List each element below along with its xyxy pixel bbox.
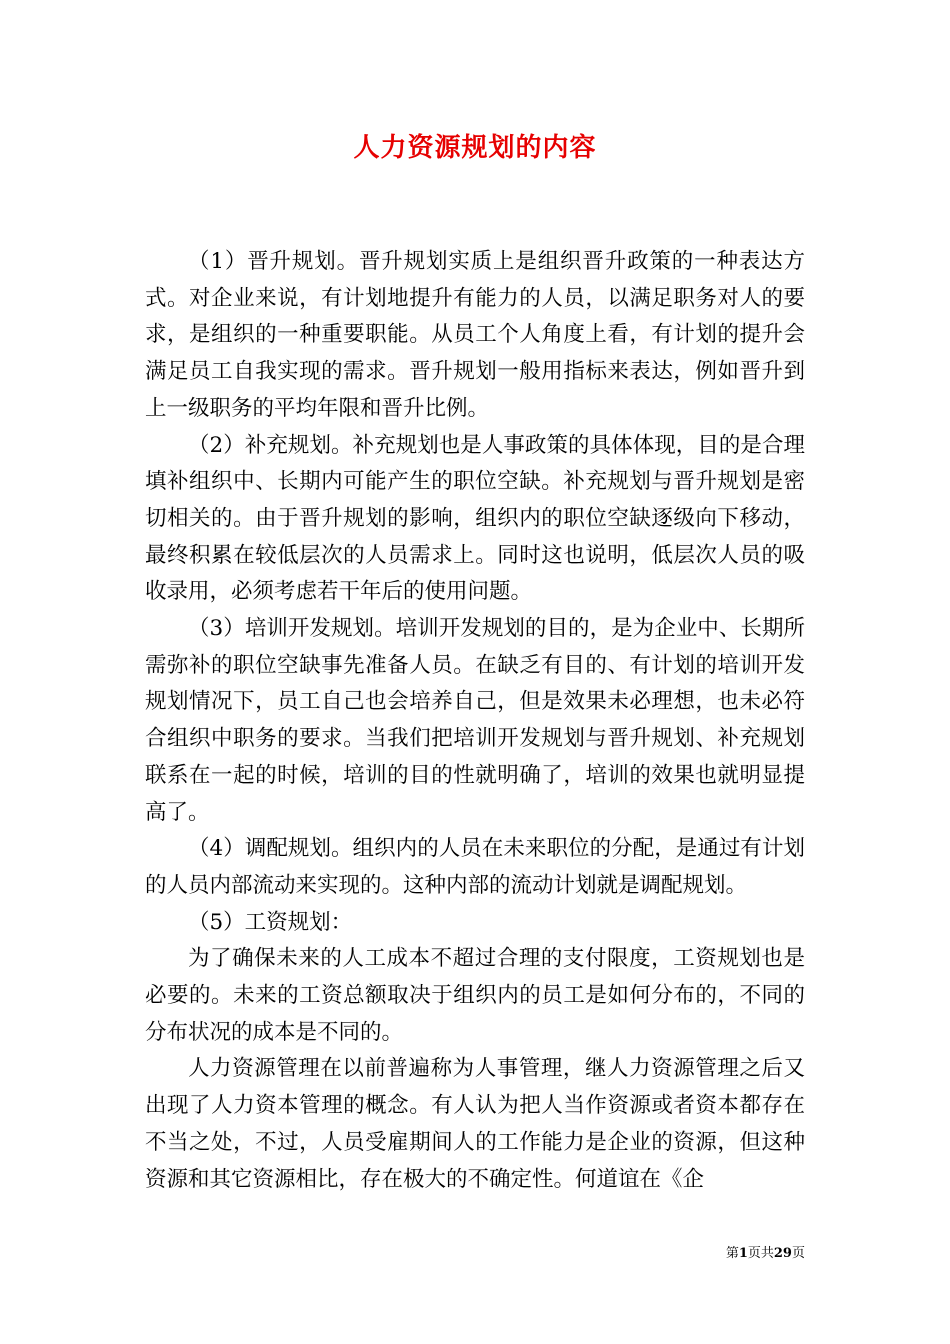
paragraph-promotion-plan: （1）晋升规划。晋升规划实质上是组织晋升政策的一种表达方式。对企业来说，有计划地提升有能力的人员，以满足职务对人的要求，是组织的一种重要职能。从员工个人角度上看，有计划的提升会满足员工自我实现的需求。晋升规划一般用指标来表达，例如晋升到上一级职务的平均年限和晋升比例。	[145, 249, 805, 421]
paragraph-allocation-plan: （4）调配规划。组织内的人员在未来职位的分配，是通过有计划的人员内部流动来实现的。这种内部的流动计划就是调配规划。	[145, 836, 805, 898]
footer-total-pages: 29	[773, 1246, 792, 1261]
footer-middle: 页共	[747, 1246, 774, 1261]
footer-suffix: 页	[791, 1246, 805, 1261]
paragraph-training-plan: （3）培训开发规划。培训开发规划的目的，是为企业中、长期所需弥补的职位空缺事先准备人员。在缺乏有目的、有计划的培训开发规划情况下，员工自己也会培养自己，但是效果未必理想，也未必符合组织中职务的要求。当我们把培训开发规划与晋升规划、补充规划联系在一起的时候，培训的目的性就明确了，培训的效果也就明显提高了。	[145, 616, 805, 825]
paragraph-hr-management: 人力资源管理在以前普遍称为人事管理，继人力资源管理之后又出现了人力资本管理的概念。有人认为把人当作资源或者资本都存在不当之处，不过，人员受雇期间人的工作能力是企业的资源，但这种资源和其它资源相比，存在极大的不确定性。何道谊在《企	[145, 1056, 805, 1192]
paragraph-wage-plan-heading: （5）工资规划：	[188, 909, 353, 935]
page-number-footer	[0, 1244, 805, 1264]
paragraph-wage-plan: 为了确保未来的人工成本不超过合理的支付限度，工资规划也是必要的。未来的工资总额取决于组织内的员工是如何分布的，不同的分布状况的成本是不同的。	[145, 946, 805, 1045]
paragraph-supplement-plan: （2）补充规划。补充规划也是人事政策的具体体现，目的是合理填补组织中、长期内可能产生的职位空缺。补充规划与晋升规划是密切相关的。由于晋升规划的影响，组织内的职位空缺逐级向下移动，最终积累在较低层次的人员需求上。同时这也说明，低层次人员的吸收录用，必须考虑若干年后的使用问题。	[145, 432, 805, 605]
document-title: 人力资源规划的内容	[353, 133, 597, 163]
document-body	[145, 244, 805, 1198]
footer-page-number: 1	[738, 1246, 748, 1261]
footer-prefix: 第	[725, 1246, 739, 1261]
